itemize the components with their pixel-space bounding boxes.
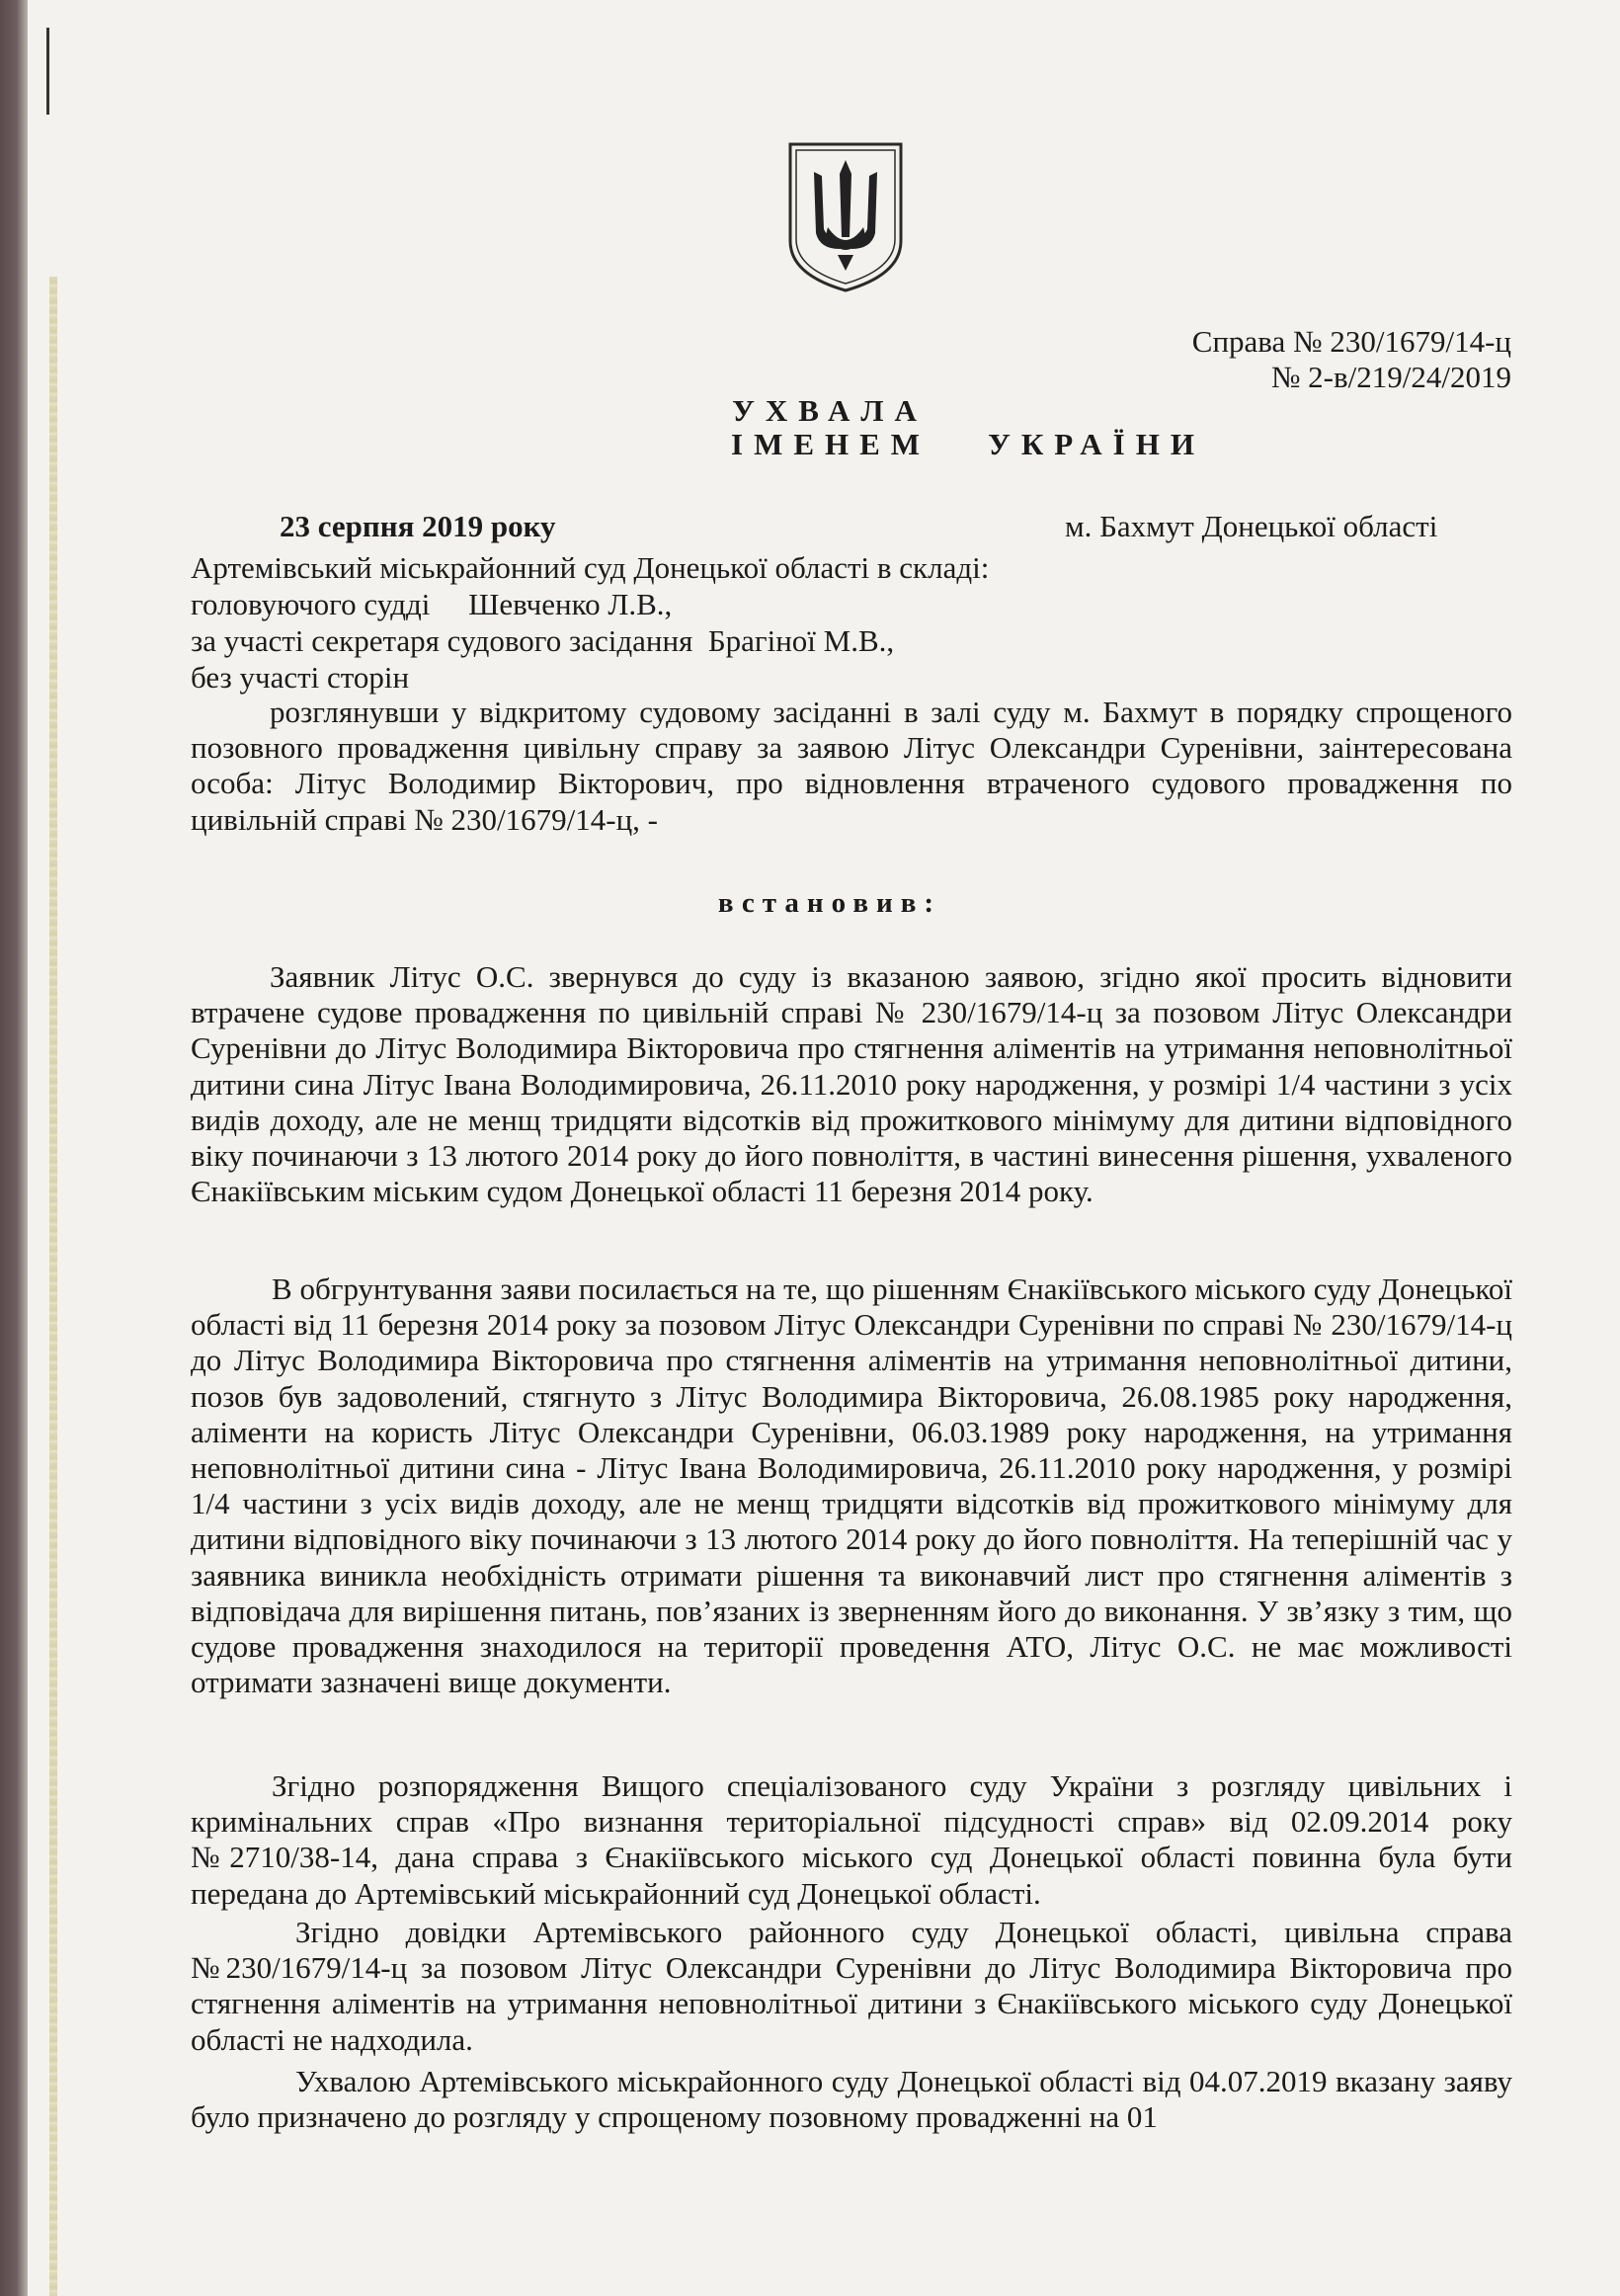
paragraph-text: Заявник Літус О.С. звернувся до суду із вказаною заявою, згідно якої просить відновити втрачене судове провадження по цивільній справі № 230/1679/14-ц за позовом Літус Олександри Суренівни до Літус Володимира Вікторовича про стягнення аліментів на утримання неповнолітньої дитини сина Літус Івана Володимировича, 26.11.2010 року народження, у розмірі 1/4 частини з усіх видів доходу, але не менщ тридцяти відсотків від прожиткового мінімуму для дитини відповідного віку починаючи з 13 лютого 2014 року до його повноліття, в частині винесення рішення, ухваленого Єнакіївським міським судом Донецької області 11 березня 2014 року. [191,959,1512,1209]
subtitle-part-2: УКРАЇНИ [988,427,1205,461]
paragraph-text: Згідно довідки Артемівського районного суду Донецької області, цивільна справа №230/1679/14-ц за позовом Літус Олександри Суренівни до Літус Володимира Вікторовича про стягнення аліментів на утримання неповнолітньої дитини з Єнакіївського міського суду Донецької області не надходила. [191,1915,1512,2057]
paragraph-1 [191,959,1512,1209]
decision-date: 23 серпня 2019 року [280,509,556,543]
presiding-judge: головуючого судді Шевченко Л.В., [191,587,673,621]
paragraph-text: В обгрунтування заяви посилається на те, що рішенням Єнакіївського міського суду Донецької області від 11 березня 2014 року за позовом Літус Олександри Суренівни по справі № 230/1679/14-ц до Літус Володимира Вікторовича про стягнення аліментів на утримання неповнолітньої дитини, позов був задоволений, стягнуто з Літус Володимира Вікторовича, 26.08.1985 року народження, аліменти на користь Літус Олександри Суренівни, 06.03.1989 року народження, на утримання неповнолітньої дитини сина - Літус Івана Володимировича, 26.11.2010 року народження, у розмірі 1/4 частини з усіх видів доходу, але не менщ тридцяти відсотків від прожиткового мінімуму для дитини відповідного віку починаючи з 13 лютого 2014 року до його повноліття. На теперішній час у заявника виникла необхідність отримати рішення та виконавчий лист про стягнення аліментів з відповідача для вирішення питань, пов’язаних із зверненням його до виконання. У зв’язку з тим, що судове провадження знаходилося на території проведення АТО, Літус О.С. не має можливості отримати зазначені вище документи. [191,1271,1512,1700]
proceeding-number: № 2-в/219/24/2019 [1270,360,1511,394]
court-secretary: за участі секретаря судового засідання Брагіної М.В., [191,623,895,658]
case-number-block [1192,324,1511,395]
paragraph-3 [191,1768,1512,1912]
paragraph-5 [191,2064,1512,2135]
established-heading: встановив: [717,887,942,919]
binding-thread [49,277,57,2296]
parties-presence: без участі сторін [191,660,410,695]
paragraph-text: Згідно розпорядження Вищого спеціалізованого суду України з розгляду цивільних і кримінальних справ «Про визнання територіальної підсудності справ» від 02.09.2014 року №2710/38-14, дана справа з Єнакіївського міського суд Донецької області повинна була бути передана до Артемівський міськрайонний суд Донецької області. [191,1768,1512,1911]
court-composition: Артемівський міськрайонний суд Донецької області в складі: [191,550,990,585]
considered-paragraph [191,695,1512,838]
paragraph-2 [191,1271,1512,1700]
document-title: УХВАЛА [732,393,928,428]
case-number: Справа № 230/1679/14-ц [1191,324,1511,359]
subtitle-part-1: ІМЕНЕМ [731,427,932,461]
paragraph-4 [191,1915,1512,2058]
decision-city: м. Бахмут Донецької області [1065,509,1438,543]
trident-emblem-icon [784,138,907,294]
considered-text: розглянувши у відкритому судовому засіданні в залі суду м. Бахмут в порядку спрощеного позовного провадження цивільну справу за заявою Літус Олександри Суренівни, заінтересована особа: Літус Володимир Вікторович, про відновлення втраченого судового провадження по цивільній справі № 230/1679/14-ц, - [191,695,1512,837]
pen-mark [46,28,49,115]
document-subtitle [0,427,1620,462]
paragraph-text: Ухвалою Артемівського міськрайонного суду Донецької області від 04.07.2019 вказану заяву було призначено до розгляду у спрощеному позовному провадженні на 01 [191,2064,1512,2135]
scan-edge [0,0,28,2296]
